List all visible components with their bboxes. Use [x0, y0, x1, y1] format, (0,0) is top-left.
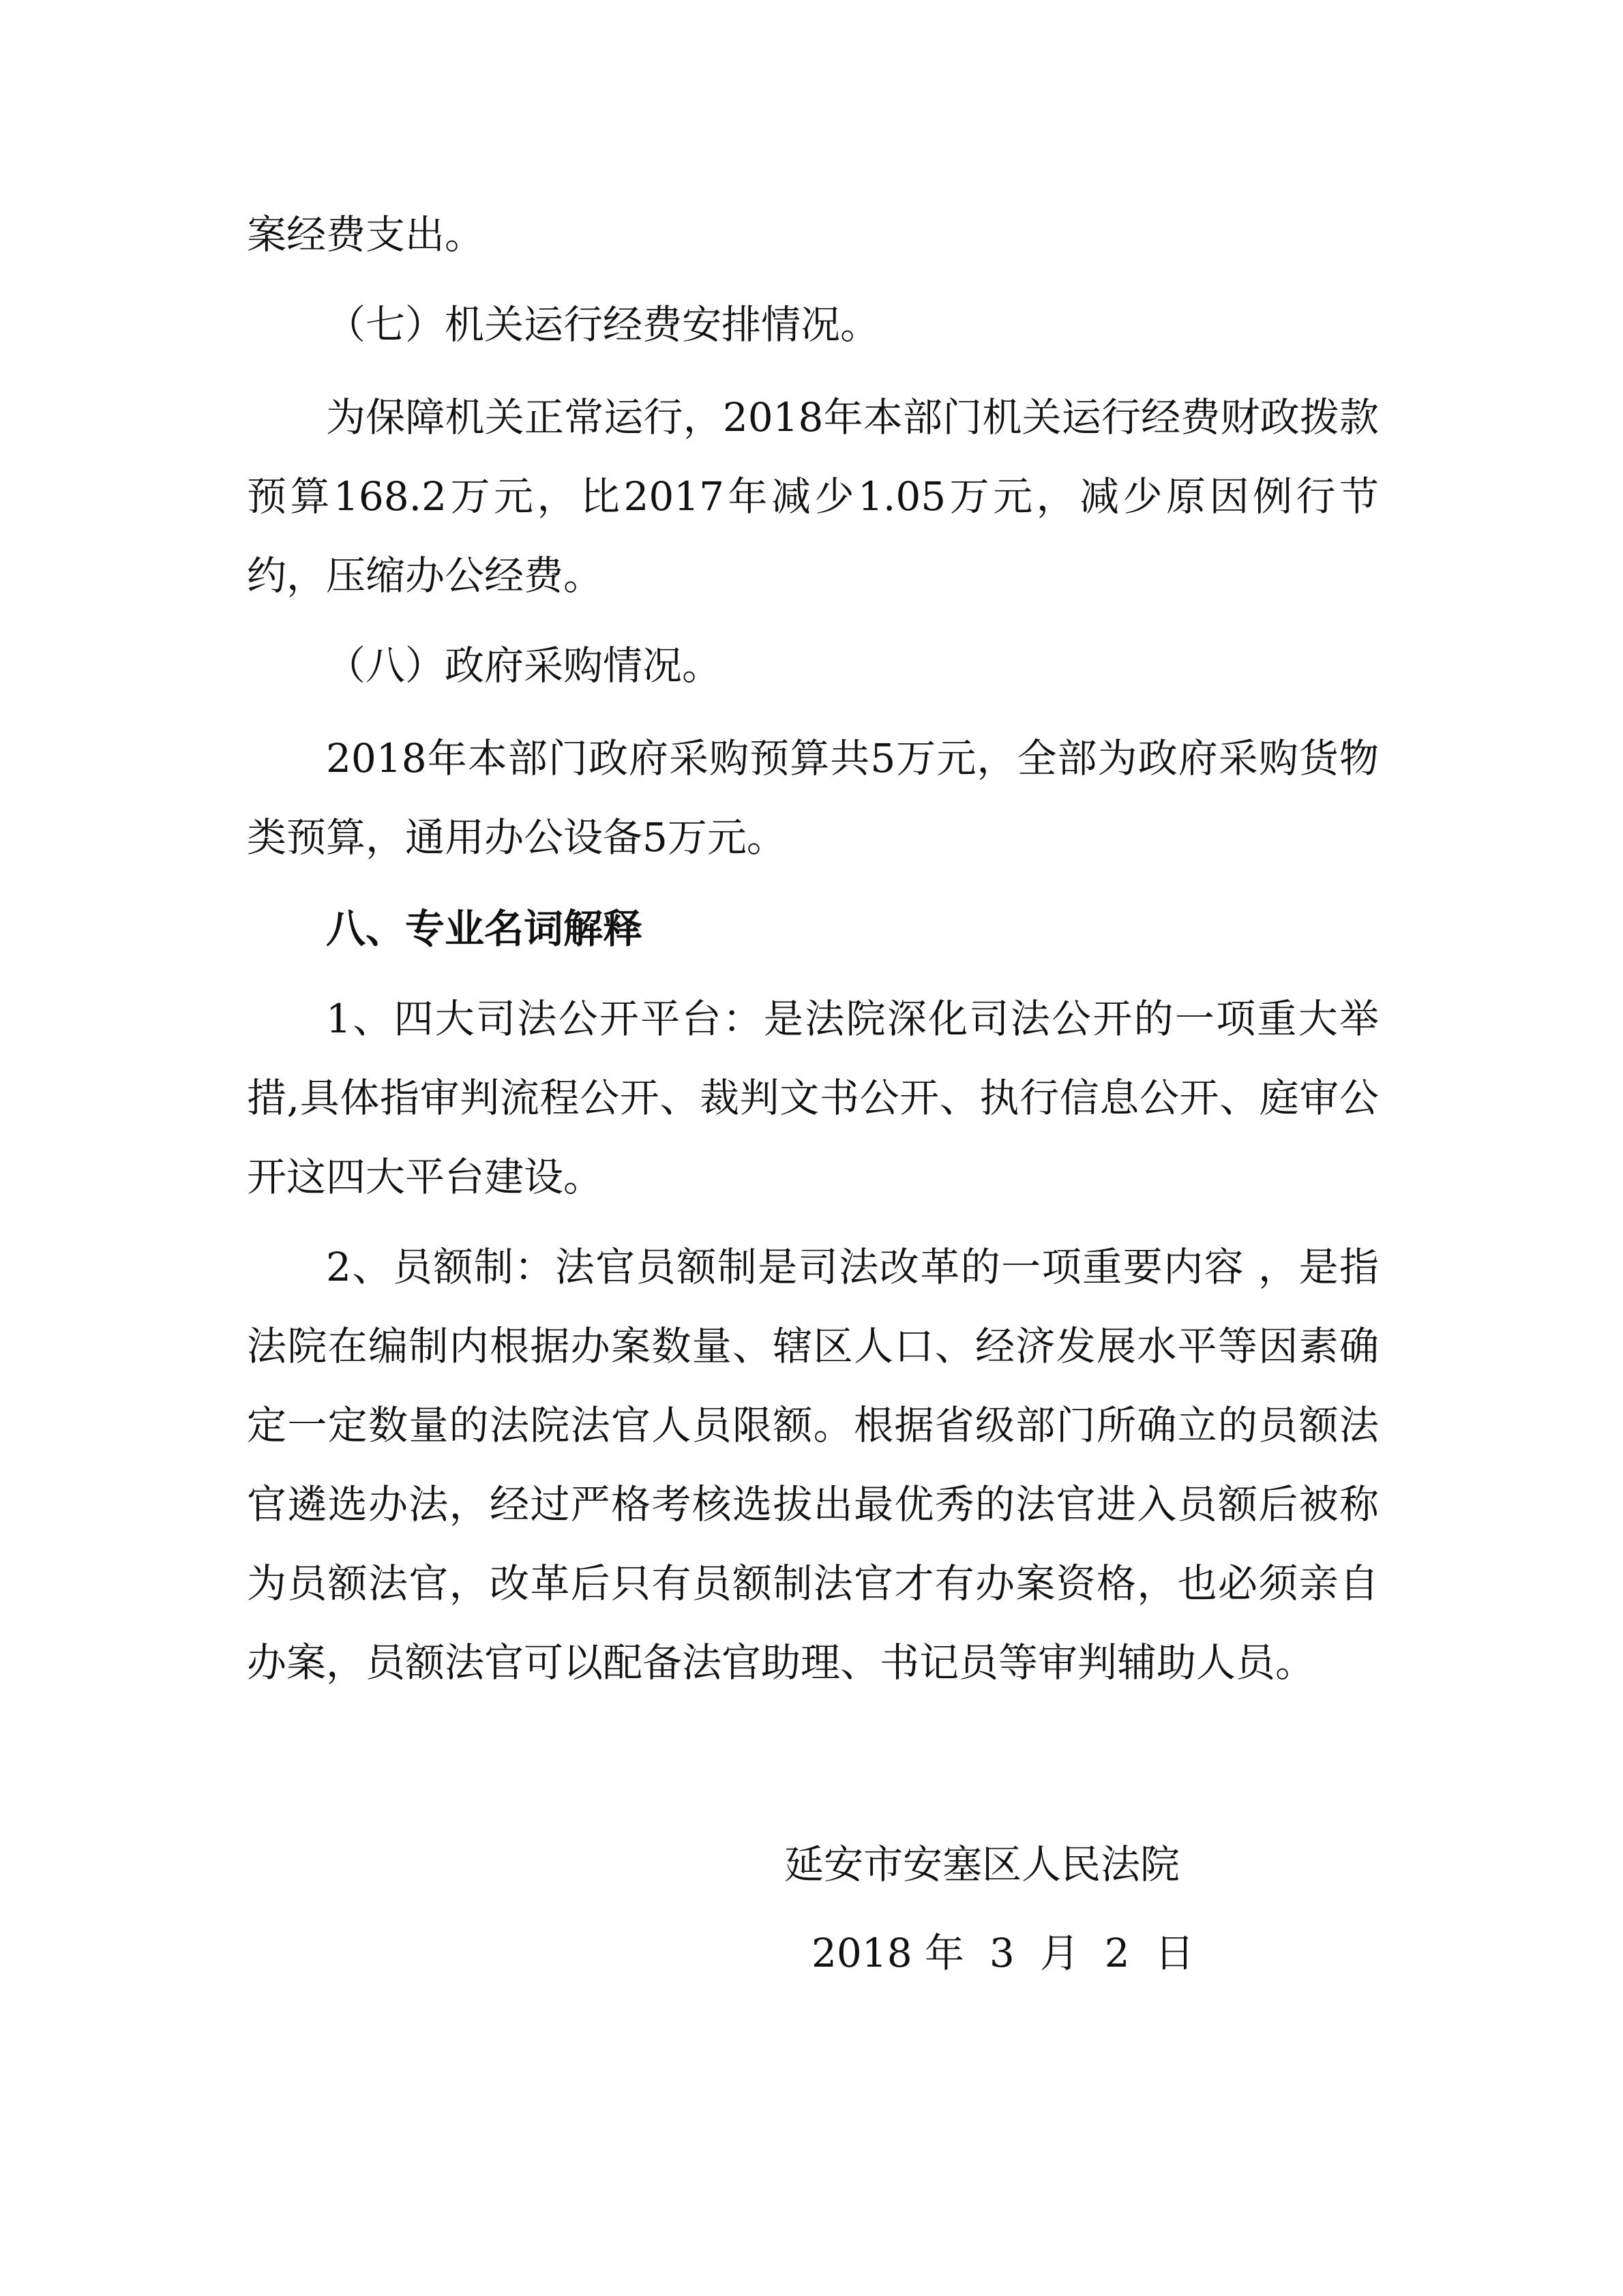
term-quota-system: 2、员额制：法官员额制是司法改革的一项重要内容 ，是指法院在编制内根据办案数量、辖区人口、经济发展水平等因素确定一定数量的法院法官人员限额。根据省级部门所确立的员额法官遴选办法，经过严格考核选拔出最优秀的法官进入员额后被称为员额法官，改革后只有员额制法官才有办案资格，也必须亲自办案，员额法官可以配备法官助理、书记员等审判辅助人员。 — [247, 1244, 1379, 1686]
term-four-judicial-platforms: 1、四大司法公开平台：是法院深化司法公开的一项重大举措,具体指审判流程公开、裁判文书公开、执行信息公开、庭审公开这四大平台建设。 — [247, 996, 1379, 1200]
signature-organization: 延安市安塞区人民法院 — [784, 1841, 1180, 1888]
subheading-eight: （八）政府采购情况。 — [326, 642, 722, 689]
subheading-seven: （七）机关运行经费安排情况。 — [326, 301, 880, 348]
paragraph-office-operating-costs: 为保障机关正常运行，2018年本部门机关运行经费财政拨款预算168.2万元，比2017年减少1.05万元，减少原因例行节约，压缩办公经费。 — [247, 394, 1379, 599]
paragraph-government-procurement: 2018年本部门政府采购预算共5万元，全部为政府采购货物类预算，通用办公设备5万元。 — [247, 735, 1379, 861]
paragraph-continuation: 案经费支出。 — [247, 211, 485, 258]
signature-date: 2018 年 3 月 2 日 — [812, 1930, 1195, 1976]
section-title-terms: 八、专业名词解释 — [326, 906, 643, 952]
